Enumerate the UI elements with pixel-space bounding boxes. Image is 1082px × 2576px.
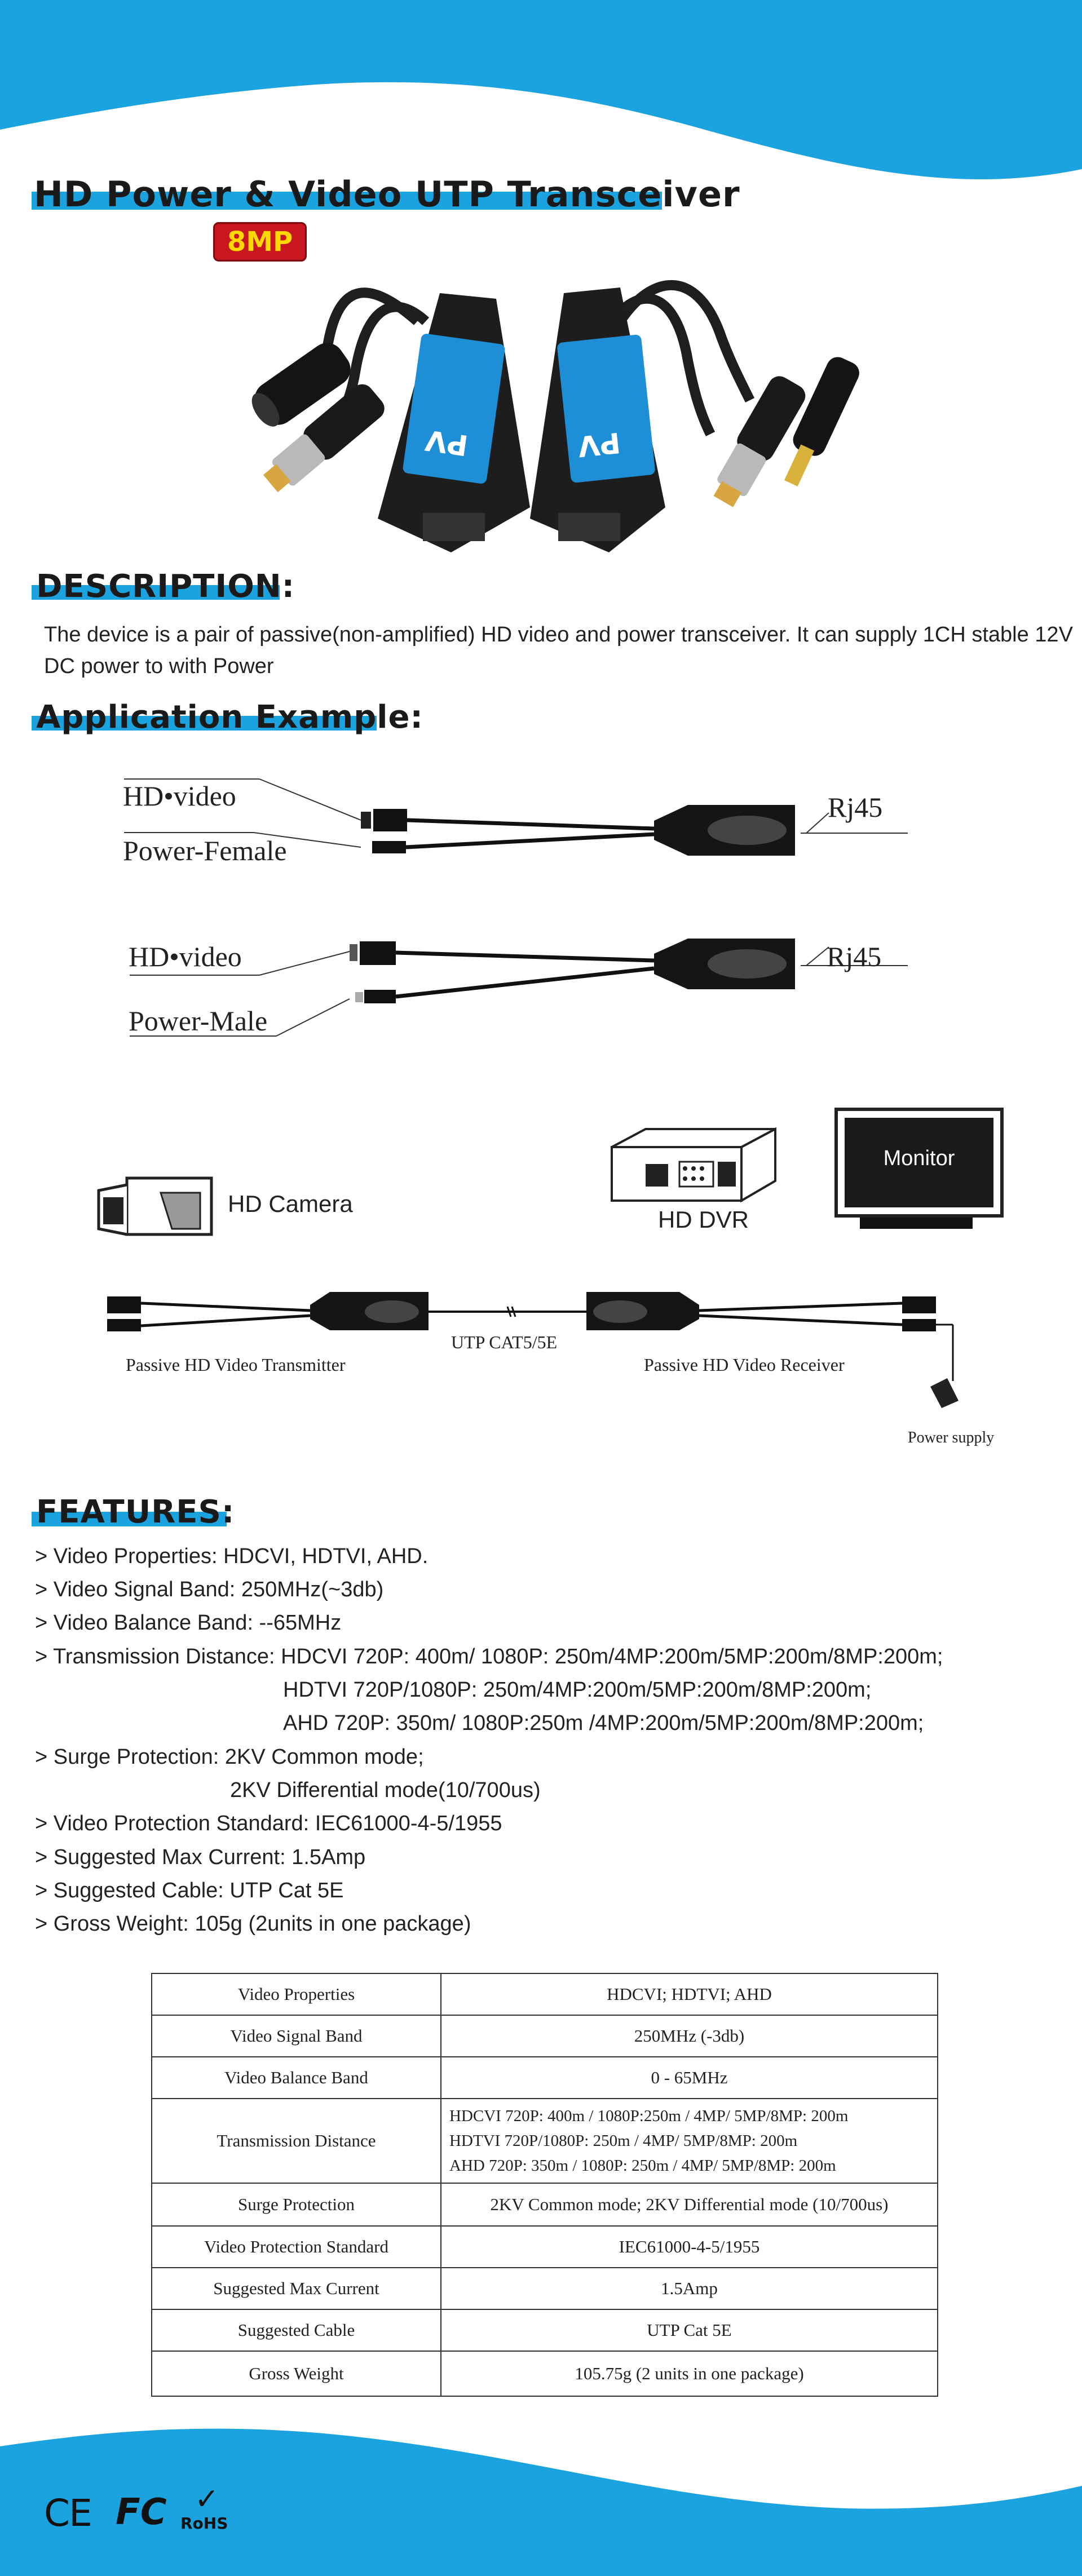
spec-value: IEC61000-4-5/1955 bbox=[441, 2226, 938, 2268]
spec-value-line: AHD 720P: 350m / 1080P: 250m / 4MP/ 5MP/8MP: 200m bbox=[449, 2157, 836, 2175]
diagram2-rj45-label: Rj45 bbox=[827, 941, 882, 972]
diagram1-rj45-label: Rj45 bbox=[828, 791, 883, 823]
receiver-label: Passive HD Video Receiver bbox=[644, 1355, 845, 1375]
transmitter-label: Passive HD Video Transmitter bbox=[126, 1355, 346, 1375]
monitor-icon bbox=[834, 1108, 1004, 1218]
spec-value: 2KV Common mode; 2KV Differential mode (10/700us) bbox=[441, 2183, 938, 2226]
spec-label: Transmission Distance bbox=[152, 2099, 441, 2183]
table-row bbox=[152, 2057, 938, 2099]
product-photo bbox=[214, 237, 891, 564]
spec-label: Suggested Cable bbox=[152, 2309, 441, 2351]
camera-icon bbox=[93, 1172, 217, 1246]
spec-label: Gross Weight bbox=[152, 2351, 441, 2396]
fc-mark: FC bbox=[116, 2491, 167, 2533]
table-row bbox=[152, 1973, 938, 2015]
monitor-screen bbox=[845, 1118, 993, 1207]
feature-line: > Video Balance Band: --65MHz bbox=[35, 1611, 342, 1635]
description-text: The device is a pair of passive(non-amplified) HD video and power transceiver. It can supply 1CH stable 12V DC power to with Power bbox=[44, 623, 1073, 678]
camera-label: HD Camera bbox=[228, 1190, 353, 1217]
spec-value-multiline bbox=[441, 2099, 938, 2183]
cable-label: UTP CAT5/5E bbox=[451, 1332, 558, 1352]
monitor-label: Monitor bbox=[883, 1147, 955, 1170]
spec-value: UTP Cat 5E bbox=[441, 2309, 938, 2351]
spec-value: 1.5Amp bbox=[441, 2268, 938, 2309]
feature-line: > Video Protection Standard: IEC61000-4-5/1955 bbox=[35, 1812, 502, 1835]
table-row bbox=[152, 2226, 938, 2268]
page-title: HD Power & Video UTP Transceiver bbox=[34, 174, 740, 215]
rohs-mark: RoHS bbox=[180, 2514, 228, 2533]
spec-label: Video Balance Band bbox=[152, 2057, 441, 2099]
spec-label: Surge Protection bbox=[152, 2183, 441, 2226]
spec-label: Video Properties bbox=[152, 1973, 441, 2015]
table-row bbox=[152, 2309, 938, 2351]
feature-line: > Video Signal Band: 250MHz(~3db) bbox=[35, 1578, 384, 1601]
application-heading: Application Example: bbox=[36, 699, 423, 736]
product-label-left: PV bbox=[423, 423, 470, 462]
top-wave-background bbox=[0, 0, 1082, 192]
power-supply-label: Power supply bbox=[908, 1429, 995, 1446]
table-row bbox=[152, 2268, 938, 2309]
features-heading: FEATURES: bbox=[36, 1494, 235, 1530]
spec-value: 250MHz (-3db) bbox=[441, 2015, 938, 2057]
table-row bbox=[152, 2015, 938, 2057]
feature-line: AHD 720P: 350m/ 1080P:250m /4MP:200m/5MP:200m/8MP:200m; bbox=[283, 1711, 924, 1735]
feature-line: 2KV Differential mode(10/700us) bbox=[230, 1778, 541, 1802]
diagram1-power-label: Power-Female bbox=[123, 835, 287, 866]
spec-value: HDCVI; HDTVI; AHD bbox=[441, 1973, 938, 2015]
spec-value-line: HDCVI 720P: 400m / 1080P:250m / 4MP/ 5MP/8MP: 200m bbox=[449, 2107, 849, 2125]
spec-table bbox=[151, 1973, 938, 2397]
description-heading: DESCRIPTION: bbox=[36, 568, 295, 605]
monitor-stand bbox=[860, 1218, 973, 1229]
ce-mark: CE bbox=[44, 2491, 91, 2535]
feature-line: > Suggested Cable: UTP Cat 5E bbox=[35, 1879, 344, 1902]
8mp-badge-text: 8MP bbox=[227, 226, 293, 258]
diagram2-video-label: HD•video bbox=[129, 941, 242, 972]
feature-line: > Surge Protection: 2KV Common mode; bbox=[35, 1745, 424, 1769]
spec-label: Video Signal Band bbox=[152, 2015, 441, 2057]
diagram1-video-label: HD•video bbox=[123, 780, 236, 812]
product-label-right: PV bbox=[576, 426, 622, 463]
diagram2-power-label: Power-Male bbox=[129, 1005, 268, 1037]
table-row bbox=[152, 2099, 938, 2183]
table-row bbox=[152, 2183, 938, 2226]
feature-line: HDTVI 720P/1080P: 250m/4MP:200m/5MP:200m/8MP:200m; bbox=[283, 1678, 872, 1702]
feature-line: > Video Properties: HDCVI, HDTVI, AHD. bbox=[35, 1544, 429, 1568]
spec-value: 0 - 65MHz bbox=[441, 2057, 938, 2099]
feature-line: > Gross Weight: 105g (2units in one package) bbox=[35, 1912, 471, 1936]
spec-label: Video Protection Standard bbox=[152, 2226, 441, 2268]
feature-line: > Transmission Distance: HDCVI 720P: 400m/ 1080P: 250m/4MP:200m/5MP:200m/8MP:200m; bbox=[35, 1645, 943, 1668]
feature-line: > Suggested Max Current: 1.5Amp bbox=[35, 1845, 366, 1869]
table-row bbox=[152, 2351, 938, 2396]
dvr-icon bbox=[606, 1125, 778, 1206]
spec-value-line: HDTVI 720P/1080P: 250m / 4MP/ 5MP/8MP: 200m bbox=[449, 2132, 798, 2150]
spec-value: 105.75g (2 units in one package) bbox=[441, 2351, 938, 2396]
dvr-label: HD DVR bbox=[658, 1206, 749, 1233]
rohs-check-icon: ✓ bbox=[195, 2482, 219, 2516]
spec-label: Suggested Max Current bbox=[152, 2268, 441, 2309]
